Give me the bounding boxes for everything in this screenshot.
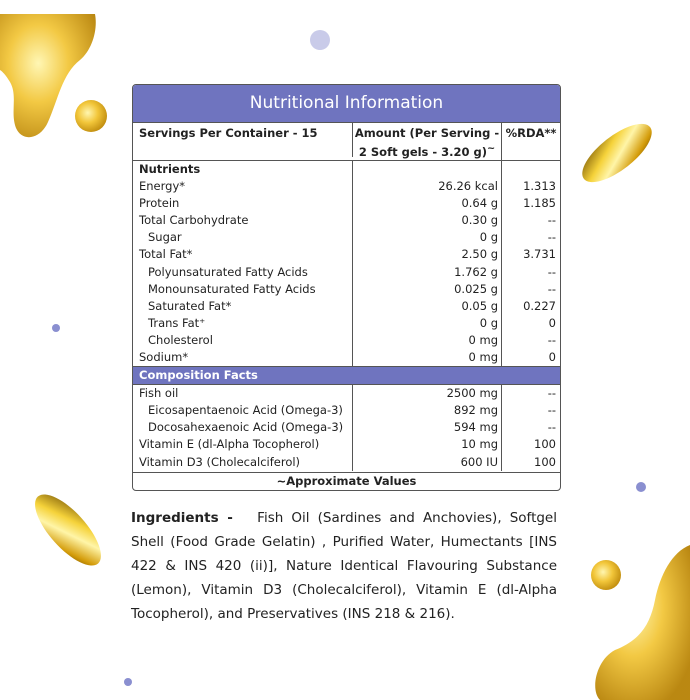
ingredients-label: Ingredients - [131,510,233,526]
row-name: Eicosapentaenoic Acid (Omega-3) [148,403,343,418]
table-row [133,436,560,453]
row-rda: 0.227 [523,298,556,313]
table-row [133,195,560,212]
table-row [133,315,560,332]
table-row [133,298,560,315]
row-amount: 0 mg [468,332,498,347]
row-name: Total Fat* [139,247,193,262]
row-rda: 1.185 [523,196,556,211]
row-amount: 0 mg [468,350,498,365]
row-name: Total Carbohydrate [139,213,249,228]
row-amount: 2.50 g [461,247,498,262]
row-name: Sugar [148,230,182,245]
nutrients-label-row [133,161,560,178]
table-header [133,122,560,161]
row-name: Docosahexaenoic Acid (Omega-3) [148,420,344,435]
row-amount: 600 IU [460,454,498,469]
row-rda: 3.731 [523,247,556,262]
nutrients-list [133,178,560,366]
table-row [133,212,560,229]
composition-list [133,385,560,470]
row-rda: 100 [534,437,556,452]
ingredients-text: Fish Oil (Sardines and Anchovies), Softgel Shell (Food Grade Gelatin) , Purified Water, Humectants [INS 422 & INS 420 (ii)], Nature Identical Flavouring Substance (Lemon), Vitamin D3 (Cholecalciferol), Vitamin E (dl-Alpha Tocopherol), and Preservatives (INS 218 & 216). [131,510,557,622]
row-name: Trans Fat⁺ [148,315,206,330]
row-rda: 0 [548,350,556,365]
row-rda: -- [547,264,556,279]
table-body [133,161,560,471]
panel-title: Nutritional Information [133,85,560,122]
rda-header: %RDA** [501,123,560,160]
row-amount: 10 mg [461,437,498,452]
row-rda: -- [547,403,556,418]
row-amount: 0.64 g [461,196,498,211]
row-amount: 1.762 g [454,264,498,279]
table-row [133,332,560,349]
footnote: ~Approximate Values [133,472,560,490]
table-row [133,178,560,195]
row-name: Vitamin D3 (Cholecalciferol) [139,454,301,469]
row-rda: 100 [534,454,556,469]
composition-section-header: Composition Facts [133,366,560,385]
row-amount: 892 mg [453,403,498,418]
row-amount: 2500 mg [446,386,498,401]
row-amount: 26.26 kcal [438,179,498,194]
ingredients-paragraph [131,506,557,626]
row-rda: -- [547,332,556,347]
row-name: Saturated Fat* [148,298,232,313]
row-rda: 0 [548,315,556,330]
row-name: Sodium* [139,350,189,365]
row-amount: 0 g [479,230,498,245]
table-row [133,419,560,436]
row-name: Monounsaturated Fatty Acids [148,281,316,296]
row-rda: -- [547,213,556,228]
amount-header-mark: ~ [487,143,496,154]
row-amount: 0.05 g [461,298,498,313]
row-name: Protein [139,196,180,211]
row-rda: -- [547,281,556,296]
amount-header-line2-text: 2 Soft gels - 3.20 g) [358,144,488,159]
row-rda: 1.313 [523,179,556,194]
amount-header [352,123,501,157]
table-row [133,264,560,281]
table-row [133,349,560,366]
row-name: Fish oil [139,386,179,401]
nutrition-panel [132,84,561,491]
table-row [133,281,560,298]
row-amount: 0.30 g [461,213,498,228]
table-row [133,454,560,471]
row-rda: -- [547,420,556,435]
amount-header-line1: Amount (Per Serving - [354,126,500,140]
row-amount: 0 g [479,315,498,330]
row-rda: -- [547,386,556,401]
table-row [133,385,560,402]
table-row [133,246,560,263]
row-name: Cholesterol [148,332,213,347]
amount-header-line2 [353,141,501,160]
table-row [133,229,560,246]
row-name: Vitamin E (dl-Alpha Tocopherol) [139,437,320,452]
row-amount: 0.025 g [454,281,498,296]
servings-header: Servings Per Container - 15 [139,126,318,140]
nutrients-label: Nutrients [139,162,201,176]
row-name: Polyunsaturated Fatty Acids [148,264,308,279]
row-amount: 594 mg [453,420,498,435]
row-rda: -- [547,230,556,245]
row-name: Energy* [139,179,186,194]
table-row [133,402,560,419]
